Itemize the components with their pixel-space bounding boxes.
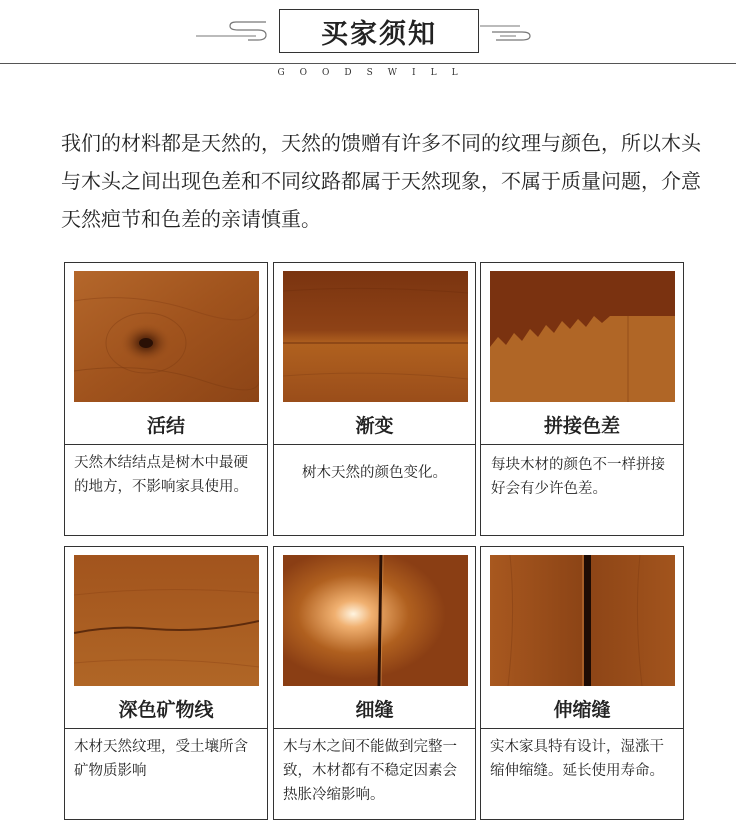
card-divider	[65, 728, 267, 729]
expansion-joint-image	[490, 555, 675, 686]
mineral-streak-image	[74, 555, 259, 686]
live-knot-image	[74, 271, 259, 402]
card-label: 细缝	[355, 699, 394, 721]
fine-seam-image	[283, 555, 468, 686]
splice-color-image	[490, 271, 675, 402]
card-label: 深色矿物线	[118, 699, 214, 721]
card-description: 树木天然的颜色变化。	[302, 465, 447, 481]
card-mineral-streak	[64, 546, 268, 820]
card-description: 木与木之间不能做到完整一致，木材都有不稳定因素会热胀冷缩影响。	[283, 739, 457, 803]
card-divider	[274, 728, 475, 729]
card-divider	[481, 444, 683, 445]
card-splice-color	[480, 262, 684, 536]
card-description: 实木家具特有设计，湿涨干缩伸缩缝。延长使用寿命。	[490, 739, 664, 779]
card-divider	[274, 444, 475, 445]
card-fine-seam	[273, 546, 476, 820]
card-label: 渐变	[355, 415, 394, 437]
intro-text: 我们的材料都是天然的，天然的馈赠有许多不同的纹理与颜色，所以木头与木头之间出现色差和不同纹路都属于天然现象，不属于质量问题，介意天然疤节和色差的亲请慎重。	[61, 131, 701, 231]
card-gradient	[273, 262, 476, 536]
card-description: 每块木材的颜色不一样拼接好会有少许色差。	[491, 457, 665, 497]
card-divider	[481, 728, 683, 729]
header-subtitle: GOODSWILL	[277, 68, 473, 78]
card-label: 活结	[146, 415, 185, 437]
card-description: 木材天然纹理，受土壤所含矿物质影响	[74, 739, 248, 779]
right-swirl-ornament	[480, 13, 540, 43]
card-label: 伸缩缝	[553, 699, 611, 721]
card-label: 拼接色差	[543, 415, 620, 437]
card-divider	[65, 444, 267, 445]
card-description: 天然木结结点是树木中最硬的地方，不影响家具使用。	[74, 455, 248, 495]
gradient-image	[283, 271, 468, 402]
header-rule	[0, 63, 736, 64]
page-title: 买家须知	[279, 9, 479, 53]
card-expansion-joint	[480, 546, 684, 820]
card-live-knot	[64, 262, 268, 536]
left-swirl-ornament	[196, 13, 280, 43]
